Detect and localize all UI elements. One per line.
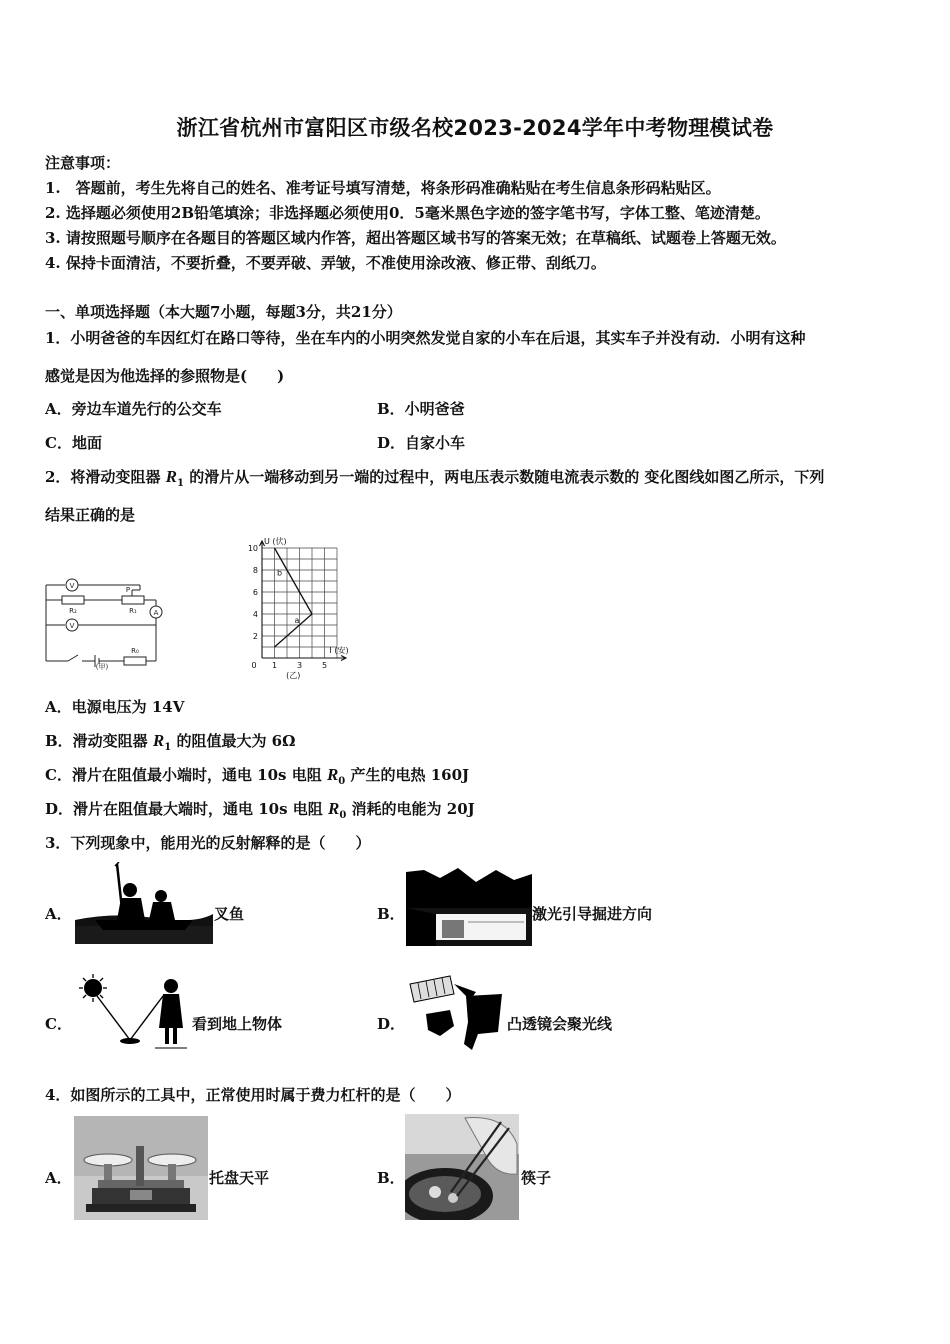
chopsticks-image — [405, 1114, 519, 1220]
q4-option-a-label: A． — [45, 1169, 72, 1187]
series-label-a: a — [294, 615, 300, 625]
q2-option-a: A．电源电压为 14V — [45, 698, 185, 716]
q1-stem-line1: 1．小明爸爸的车因红灯在路口等待，坐在车内的小明突然发觉自家的小车在后退，其实车子并没有动．小明有这种 — [45, 329, 806, 347]
y-tick-label: 6 — [252, 588, 258, 597]
circuit-ammeter-label: A — [153, 609, 159, 617]
q1-option-b: B．小明爸爸 — [377, 400, 465, 418]
reflection-person-image — [75, 972, 191, 1052]
x-tick-label: 5 — [321, 661, 328, 670]
q1-option-d: D．自家小车 — [377, 434, 466, 452]
y-axis-title: U (伏) — [264, 537, 287, 546]
q4-stem: 4．如图所示的工具中，正常使用时属于费力杠杆的是（ ） — [45, 1086, 461, 1104]
graph-caption: (乙) — [286, 671, 301, 680]
q2-stem-line1: 2．将滑动变阻器 $R_1$ 的滑片从一端移动到另一端的过程中，两电压表示数随电流表示数的 变化图线如图乙所示，下列 — [45, 467, 825, 489]
circuit-v2-label: V — [69, 622, 75, 630]
q2-option-d: D．滑片在阻值最大端时，通电 10s 电阻 $R_0$ 消耗的电能为 20J — [45, 799, 475, 821]
q4-option-b-text: 筷子 — [521, 1169, 552, 1187]
y-tick-label: 8 — [252, 566, 258, 575]
circuit-p-label: P — [125, 586, 131, 594]
notice-item-3: 3. 请按照题号顺序在各题目的答题区域内作答，超出答题区域书写的答案无效；在草稿纸、试题卷上答题无效。 — [45, 229, 786, 247]
notice-heading: 注意事项： — [45, 154, 121, 172]
circuit-r2-label: R₂ — [69, 607, 77, 615]
balance-scale-image — [74, 1116, 208, 1220]
q3-option-a-text: 叉鱼 — [214, 905, 245, 923]
circuit-v1-label: V — [69, 582, 75, 590]
q3-option-b-text: 激光引导掘进方向 — [532, 905, 653, 923]
y-tick-label: 4 — [252, 610, 258, 619]
q3-option-c-text: 看到地上物体 — [192, 1015, 283, 1033]
notice-item-1: 1. 答题前，考生先将自己的姓名、准考证号填写清楚，将条形码准确粘贴在考生信息条形码粘贴区。 — [45, 179, 721, 197]
circuit-r0-label: R₀ — [131, 647, 139, 655]
x-tick-label: 1 — [271, 661, 278, 670]
q1-stem-line2: 感觉是因为他选择的参照物是( ) — [45, 367, 285, 385]
q2-option-c: C．滑片在阻值最小端时，通电 10s 电阻 $R_0$ 产生的电热 160J — [45, 765, 470, 787]
fish-spearing-image — [75, 862, 213, 946]
page-title: 浙江省杭州市富阳区市级名校2023-2024学年中考物理模试卷 — [176, 116, 774, 140]
notice-item-4: 4. 保持卡面清洁，不要折叠，不要弄破、弄皱，不准使用涂改液、修正带、刮纸刀。 — [45, 254, 606, 272]
y-tick-label: 10 — [247, 544, 258, 553]
q2-stem-line2: 结果正确的是 — [45, 506, 136, 524]
q3-option-a-label: A． — [45, 905, 72, 923]
x-tick-label: 3 — [296, 661, 303, 670]
q3-option-c-label: C． — [45, 1015, 72, 1033]
q3-option-d-label: D． — [377, 1015, 406, 1033]
laser-tunnel-image — [406, 868, 532, 946]
circuit-r1-label: R₁ — [129, 607, 137, 615]
q1-option-a: A．旁边车道先行的公交车 — [45, 400, 222, 418]
q4-option-a-text: 托盘天平 — [209, 1169, 270, 1187]
q1-option-c: C．地面 — [45, 434, 102, 452]
series-label-b: b — [277, 568, 283, 578]
section-heading: 一、单项选择题（本大题7小题，每题3分，共21分） — [45, 303, 402, 321]
y-tick-label: 2 — [252, 632, 258, 641]
x-axis-title: I (安) — [329, 646, 349, 655]
origin-label: 0 — [251, 661, 257, 670]
circuit-diagram — [40, 575, 175, 670]
q3-option-b-label: B． — [377, 905, 405, 923]
q3-option-d-text: 凸透镜会聚光线 — [507, 1015, 613, 1033]
notice-item-2: 2. 选择题必须使用2B铅笔填涂；非选择题必须使用0．5毫米黑色字迹的签字笔书写，字体工整、笔迹清楚。 — [45, 204, 770, 222]
q3-stem: 3．下列现象中，能用光的反射解释的是（ ） — [45, 834, 371, 852]
ui-graph — [232, 532, 362, 680]
q4-option-b-label: B． — [377, 1169, 405, 1187]
circuit-caption: (甲) — [95, 663, 109, 670]
series-line-a — [275, 614, 313, 647]
q2-option-b: B．滑动变阻器 $R_1$ 的阻值最大为 6Ω — [45, 731, 296, 753]
convex-lens-image — [406, 974, 506, 1052]
